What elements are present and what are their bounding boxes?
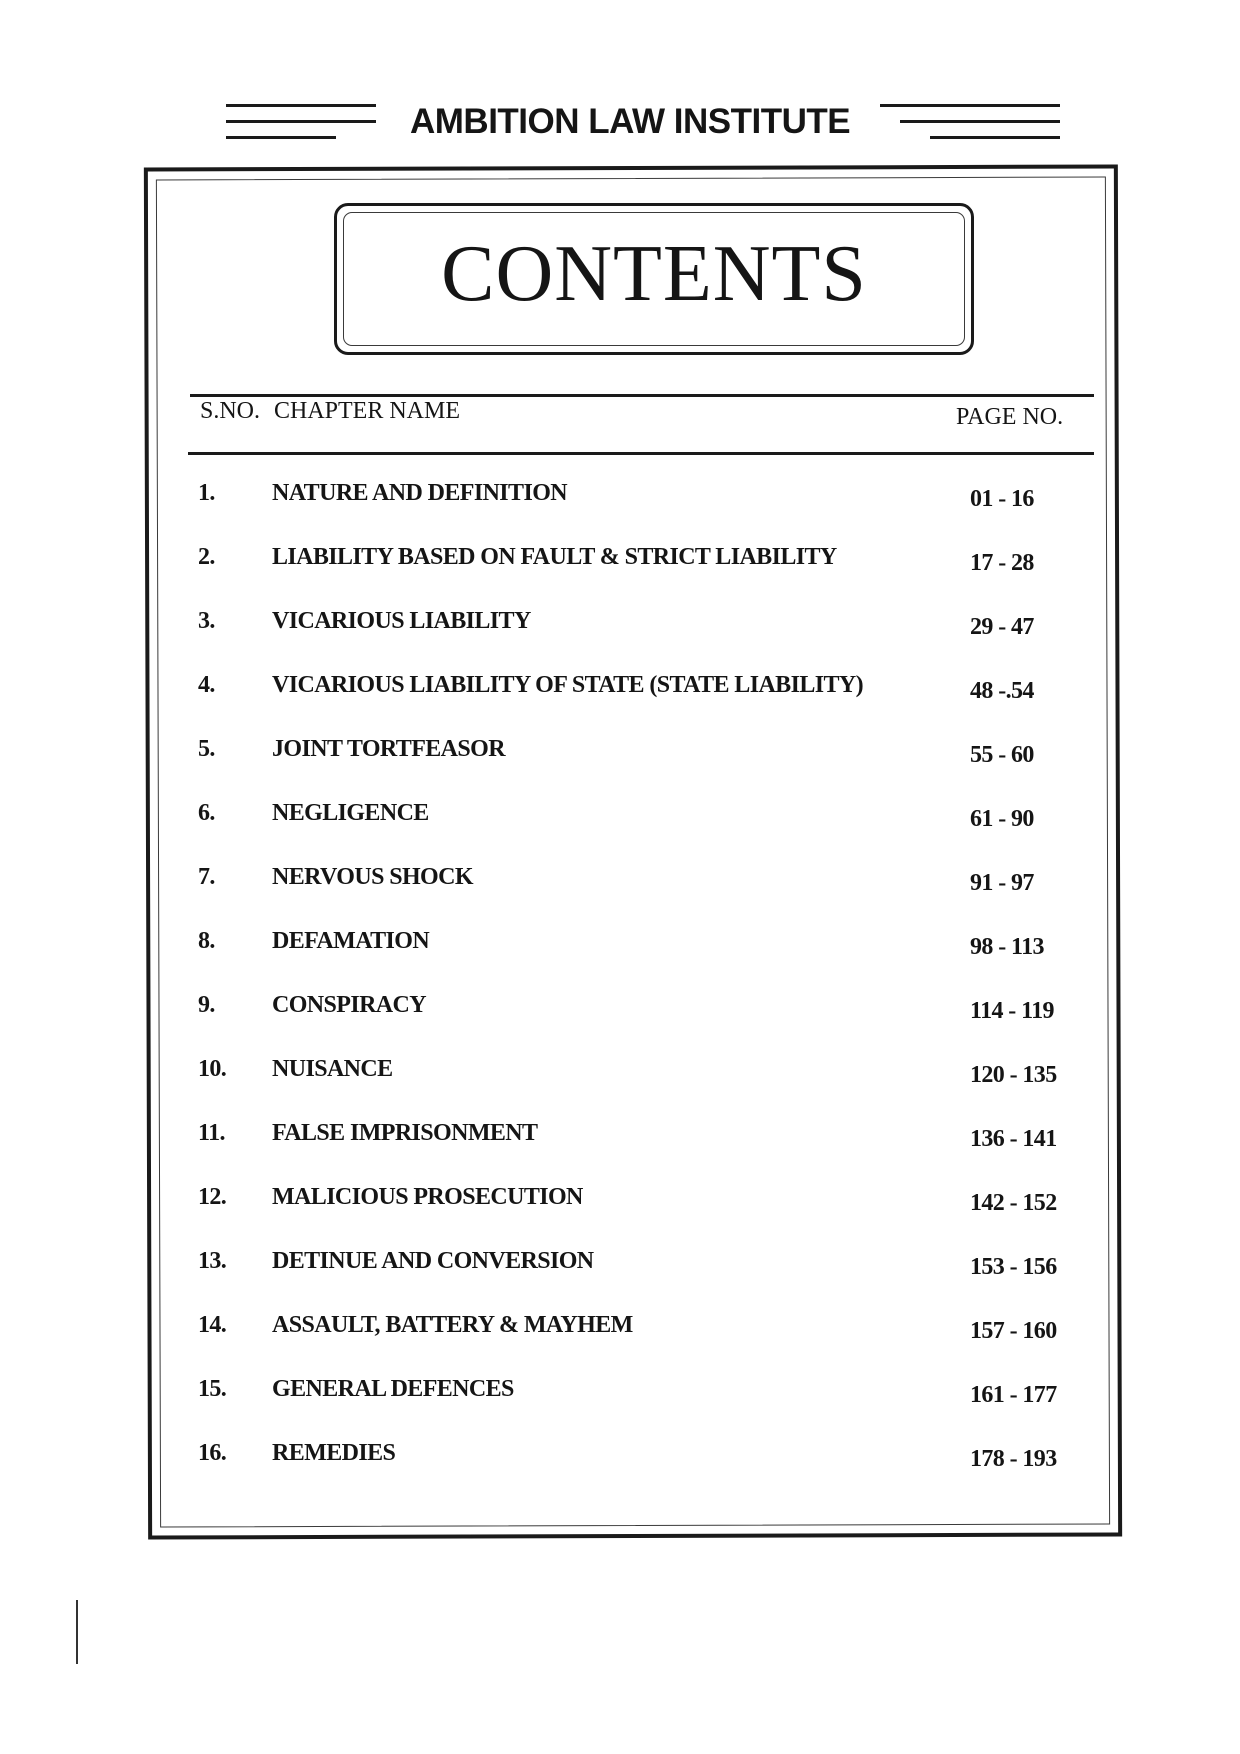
row-sno: 5. (198, 736, 215, 762)
row-page-range: 161 - 177 (970, 1382, 1057, 1408)
row-page-range: 98 - 113 (970, 934, 1044, 960)
row-page-range: 17 - 28 (970, 550, 1034, 576)
row-chapter-name: MALICIOUS PROSECUTION (272, 1184, 583, 1210)
row-sno: 1. (198, 480, 215, 506)
institute-title: AMBITION LAW INSTITUTE (410, 102, 851, 141)
row-chapter-name: JOINT TORTFEASOR (272, 736, 505, 762)
table-row (0, 1309, 1240, 1349)
row-page-range: 91 - 97 (970, 870, 1034, 896)
table-row (0, 1117, 1240, 1157)
row-chapter-name: FALSE IMPRISONMENT (272, 1120, 538, 1146)
row-sno: 4. (198, 672, 215, 698)
contents-heading-box (334, 203, 974, 355)
row-page-range: 55 - 60 (970, 742, 1034, 768)
row-chapter-name: GENERAL DEFENCES (272, 1376, 514, 1402)
row-page-range: 157 - 160 (970, 1318, 1057, 1344)
row-sno: 7. (198, 864, 215, 890)
row-sno: 8. (198, 928, 215, 954)
col-header-sno: S.NO. (200, 398, 261, 424)
row-page-range: 142 - 152 (970, 1190, 1057, 1216)
row-page-range: 01 - 16 (970, 486, 1034, 512)
table-row (0, 605, 1240, 645)
table-row (0, 1053, 1240, 1093)
row-page-range: 61 - 90 (970, 806, 1034, 832)
table-row (0, 541, 1240, 581)
row-chapter-name: DETINUE AND CONVERSION (272, 1248, 594, 1274)
row-page-range: 29 - 47 (970, 614, 1034, 640)
row-page-range: 48 -.54 (970, 678, 1034, 704)
table-row (0, 1373, 1240, 1413)
table-row (0, 1245, 1240, 1285)
contents-title: CONTENTS (441, 230, 867, 318)
row-sno: 12. (198, 1184, 227, 1210)
row-chapter-name: NUISANCE (272, 1056, 393, 1082)
col-header-page: PAGE NO. (956, 404, 1064, 430)
row-chapter-name: REMEDIES (272, 1440, 396, 1466)
row-chapter-name: CONSPIRACY (272, 992, 427, 1018)
row-chapter-name: NERVOUS SHOCK (272, 864, 473, 890)
row-sno: 14. (198, 1312, 227, 1338)
table-header-top-rule (190, 394, 1094, 397)
table-row (0, 1437, 1240, 1477)
table-row (0, 1181, 1240, 1221)
row-chapter-name: VICARIOUS LIABILITY (272, 608, 531, 634)
row-chapter-name: DEFAMATION (272, 928, 430, 954)
row-chapter-name: NATURE AND DEFINITION (272, 480, 567, 506)
row-page-range: 114 - 119 (970, 998, 1054, 1024)
header-rule-right-3 (930, 136, 1060, 139)
row-sno: 11. (198, 1120, 225, 1146)
row-chapter-name: VICARIOUS LIABILITY OF STATE (STATE LIABILITY) (272, 672, 863, 698)
table-row (0, 925, 1240, 965)
page-header (0, 96, 1240, 156)
row-chapter-name: ASSAULT, BATTERY & MAYHEM (272, 1312, 633, 1338)
col-header-chapter: CHAPTER NAME (274, 398, 461, 424)
row-chapter-name: LIABILITY BASED ON FAULT & STRICT LIABILITY (272, 544, 837, 570)
table-row (0, 861, 1240, 901)
header-rule-right-1 (880, 104, 1060, 107)
header-rule-right-2 (900, 120, 1060, 123)
row-sno: 9. (198, 992, 215, 1018)
row-sno: 15. (198, 1376, 227, 1402)
header-rule-left-2 (226, 120, 376, 123)
table-row (0, 669, 1240, 709)
row-sno: 2. (198, 544, 215, 570)
margin-mark (76, 1600, 78, 1664)
row-sno: 10. (198, 1056, 227, 1082)
row-sno: 13. (198, 1248, 227, 1274)
row-page-range: 153 - 156 (970, 1254, 1057, 1280)
table-row (0, 797, 1240, 837)
table-row (0, 733, 1240, 773)
header-rule-left-1 (226, 104, 376, 107)
row-sno: 3. (198, 608, 215, 634)
row-sno: 6. (198, 800, 215, 826)
row-page-range: 136 - 141 (970, 1126, 1057, 1152)
table-header-bottom-rule (188, 452, 1094, 455)
table-row (0, 989, 1240, 1029)
table-row (0, 477, 1240, 517)
row-chapter-name: NEGLIGENCE (272, 800, 429, 826)
row-page-range: 178 - 193 (970, 1446, 1057, 1472)
row-sno: 16. (198, 1440, 227, 1466)
row-page-range: 120 - 135 (970, 1062, 1057, 1088)
header-rule-left-3 (226, 136, 336, 139)
